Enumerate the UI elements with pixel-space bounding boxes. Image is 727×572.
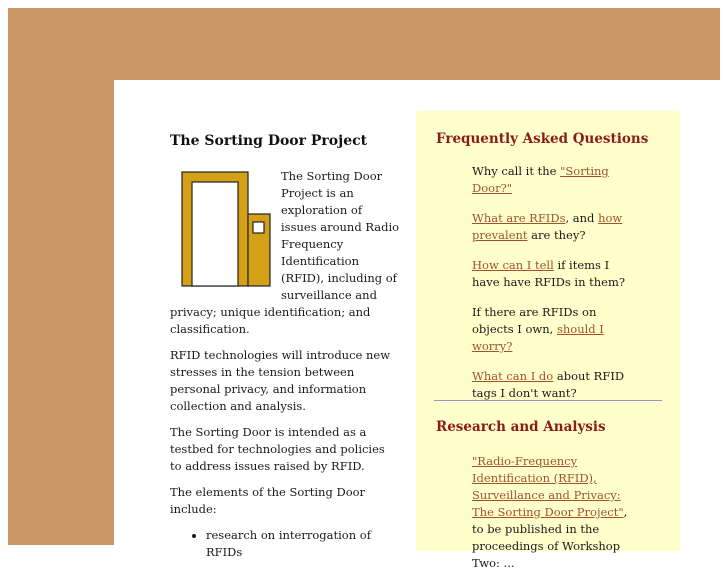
how-can-i-tell-link[interactable]: How can I tell [472,258,554,272]
door-illustration [170,168,275,288]
door-icon [170,168,270,288]
faq-heading: Frequently Asked Questions [436,131,649,147]
testbed-paragraph: The Sorting Door is intended as a testbed for technologies and policies to address issues raised by RFID. [170,425,385,473]
faq-text: are they? [527,228,586,242]
faq-list [472,163,634,415]
main-column [170,132,400,561]
elements-intro: The elements of the Sorting Door include: [170,485,366,516]
paper-link[interactable]: "Radio-Frequency Identification (RFID), Surveillance and Privacy: The Sorting Door Project" [472,454,624,519]
faq-text: Why call it the [472,164,561,178]
left-frame-band [8,8,114,545]
sorting-door-link[interactable]: "Sorting Door?" [472,164,609,195]
sidebar [416,111,680,570]
faq-text: about RFID tags I don't want? [472,369,625,400]
should-i-worry-link[interactable]: should I worry? [472,322,604,353]
faq-item [472,163,634,197]
content-area [114,80,720,570]
faq-item [472,368,634,402]
faq-item [472,257,634,291]
faq-text: If there are RFIDs on objects I own, [472,305,597,336]
faq-item [472,304,634,355]
how-prevalent-link[interactable]: how prevalent [472,211,623,242]
tension-paragraph: RFID technologies will introduce new stresses in the tension between personal privacy, and information collection and analysis. [170,348,391,413]
research-heading: Research and Analysis [436,419,606,435]
research-text: , to be published in the proceedings of Workshop Two: ... [472,505,628,570]
what-are-rfids-link[interactable]: What are RFIDs [472,211,566,225]
research-item [472,453,637,572]
elements-list [170,527,400,561]
section-divider [434,400,662,402]
header-band [8,8,720,80]
faq-text: , and [565,211,599,225]
list-item: • research on interrogation of RFIDs [206,527,400,561]
page-title: The Sorting Door Project [170,133,368,149]
what-can-i-do-link[interactable]: What can I do [472,369,554,383]
intro-paragraph: The Sorting Door Project is an exploration of issues around Radio Frequency Identification (RFID), including of surveillance and privacy; unique identification; and classification. [170,169,400,336]
faq-item [472,210,634,244]
faq-text: if items I have have RFIDs in them? [472,258,626,289]
research-list [472,453,637,572]
